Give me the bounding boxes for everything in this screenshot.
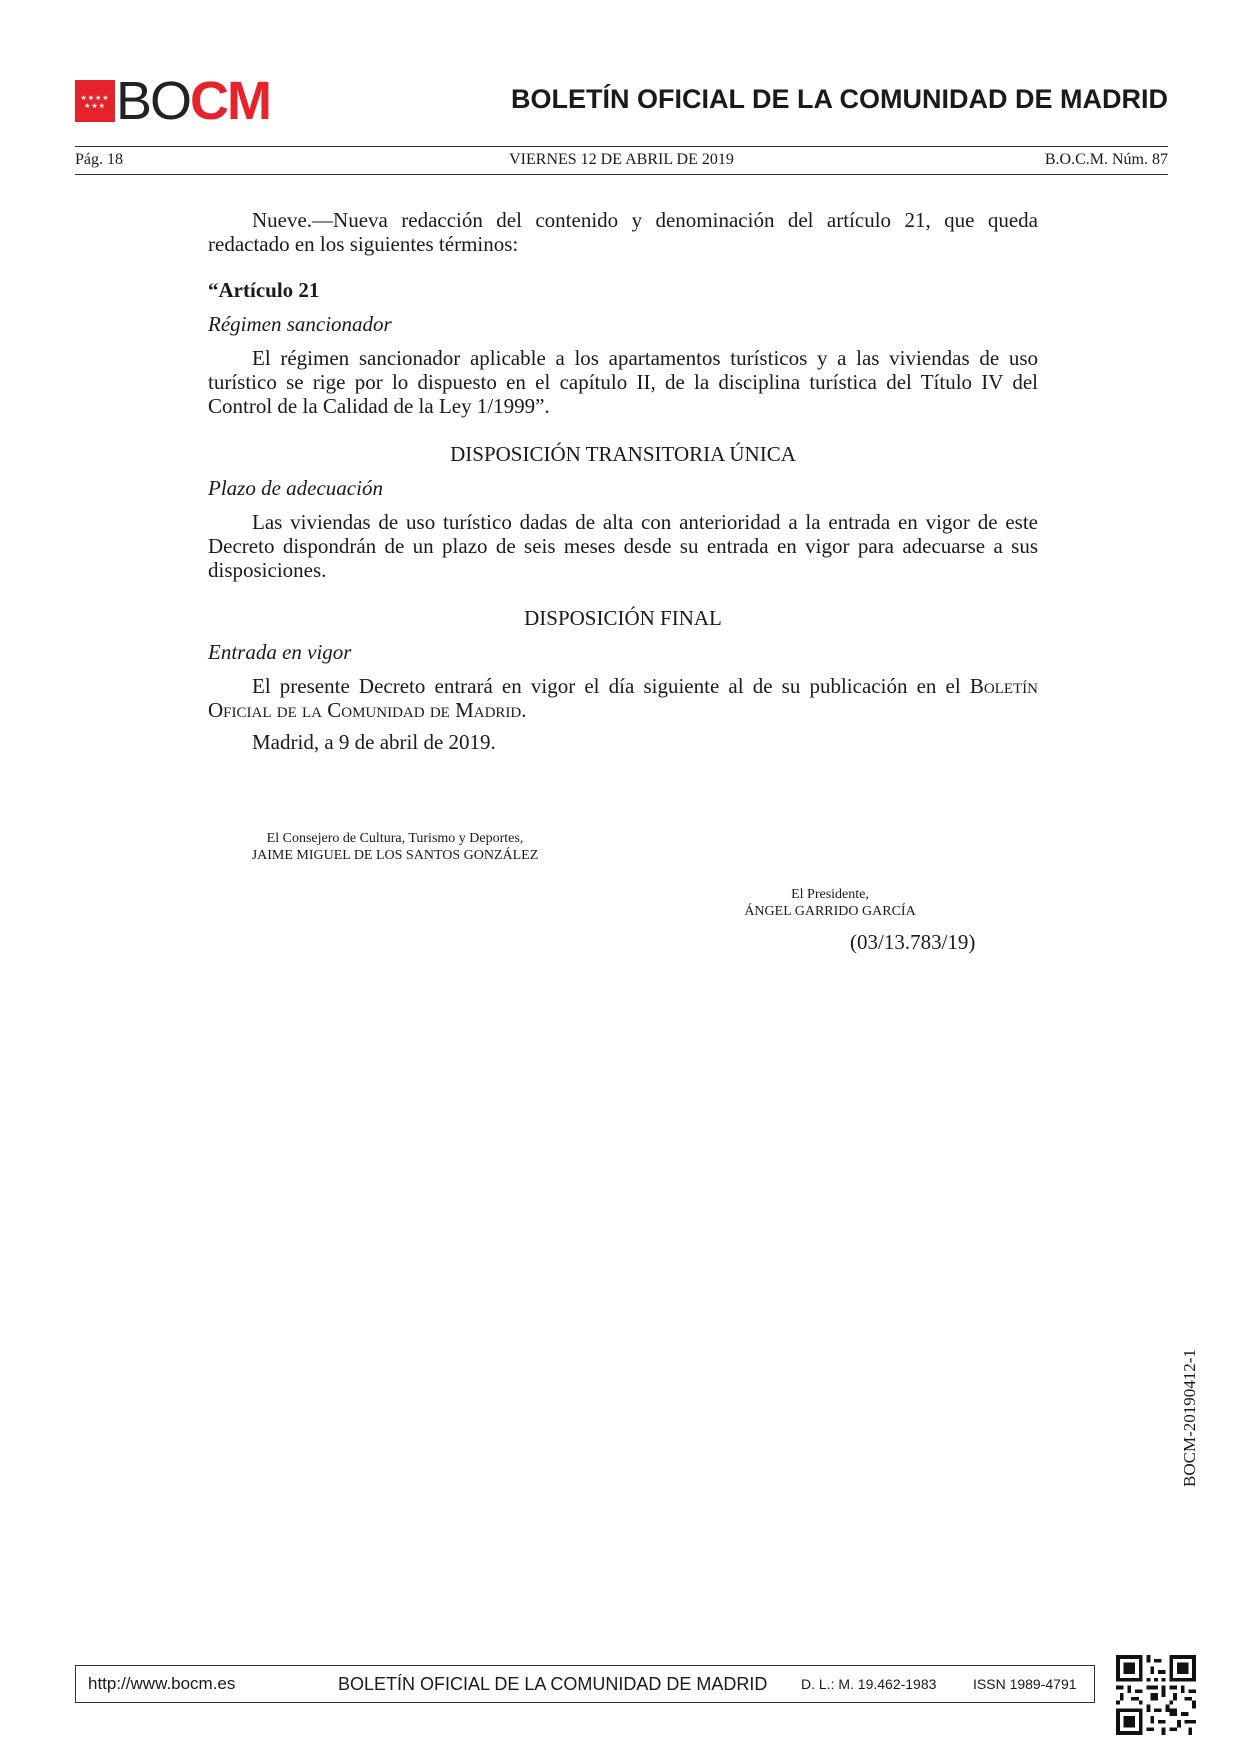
legal-deposit: D. L.: M. 19.462-1983 — [801, 1676, 937, 1692]
final-text-c: . — [521, 698, 527, 722]
issue-date: VIERNES 12 DE ABRIL DE 2019 — [509, 151, 734, 168]
article-paragraph: El régimen sancionador aplicable a los apartamentos turísticos y a las viviendas de uso turístico se rige por lo dispuesto en el capítulo II, de la disciplina turística del Título IV del Control de la Calidad de la Ley 1/1999”. — [208, 346, 1038, 418]
presidente-title: El Presidente, — [791, 887, 869, 902]
article-subheading: Régimen sancionador — [208, 312, 392, 336]
header-rule — [75, 146, 1168, 147]
document-body — [208, 208, 1038, 754]
transitoria-paragraph: Las viviendas de uso turístico dadas de alta con anterioridad a la entrada en vigor de este Decreto dispondrán de un plazo de seis meses desde su entrada en vigor para adecuarse a sus disposiciones. — [208, 510, 1038, 582]
signature-presidente — [720, 886, 940, 920]
logo-wordmark — [116, 71, 271, 131]
bocm-logo — [75, 71, 271, 131]
transitoria-heading: DISPOSICIÓN TRANSITORIA ÚNICA — [450, 442, 796, 466]
issue-number: B.O.C.M. Núm. 87 — [1044, 151, 1168, 168]
reference-number: (03/13.783/19) — [850, 930, 976, 954]
place-date: Madrid, a 9 de abril de 2019. — [252, 730, 496, 754]
final-text-bulletin: Boletín Oficial de la Comunidad de Madrid — [208, 674, 1038, 722]
final-paragraph — [208, 674, 1038, 722]
final-subheading: Entrada en vigor — [208, 640, 352, 664]
presidente-name: ÁNGEL GARRIDO GARCÍA — [744, 904, 916, 919]
final-text-a: El presente Decreto entrará en vigor el día siguiente al de su publicación en el — [252, 674, 970, 698]
footer-box — [75, 1665, 1095, 1703]
signature-consejero — [230, 830, 560, 864]
consejero-title: El Consejero de Cultura, Turismo y Deportes, — [266, 831, 524, 846]
flag-stars: ★★★★ ★★★ — [80, 94, 110, 110]
transitoria-subheading: Plazo de adecuación — [208, 476, 383, 500]
side-code: BOCM-20190412-1 — [1180, 1349, 1199, 1487]
running-header — [75, 151, 1168, 171]
footer-title: BOLETÍN OFICIAL DE LA COMUNIDAD DE MADRID — [338, 1674, 768, 1694]
qr-code-icon — [1116, 1655, 1196, 1735]
madrid-flag-icon — [75, 80, 115, 122]
issn: ISSN 1989-4791 — [973, 1676, 1077, 1692]
footer-url-link[interactable]: http://www.bocm.es — [88, 1674, 236, 1693]
consejero-name: JAIME MIGUEL DE LOS SANTOS GONZÁLEZ — [251, 848, 539, 863]
running-header-rule — [75, 174, 1168, 175]
logo-cm: CM — [190, 71, 271, 131]
intro-paragraph: Nueve.—Nueva redacción del contenido y denominación del artículo 21, que queda redactado en los siguientes términos: — [208, 208, 1038, 256]
page-number: Pág. 18 — [75, 151, 123, 168]
logo-bo: BO — [116, 71, 191, 131]
article-heading: “Artículo 21 — [208, 278, 320, 302]
final-heading: DISPOSICIÓN FINAL — [524, 606, 722, 630]
masthead-title: BOLETÍN OFICIAL DE LA COMUNIDAD DE MADRID — [511, 84, 1168, 114]
